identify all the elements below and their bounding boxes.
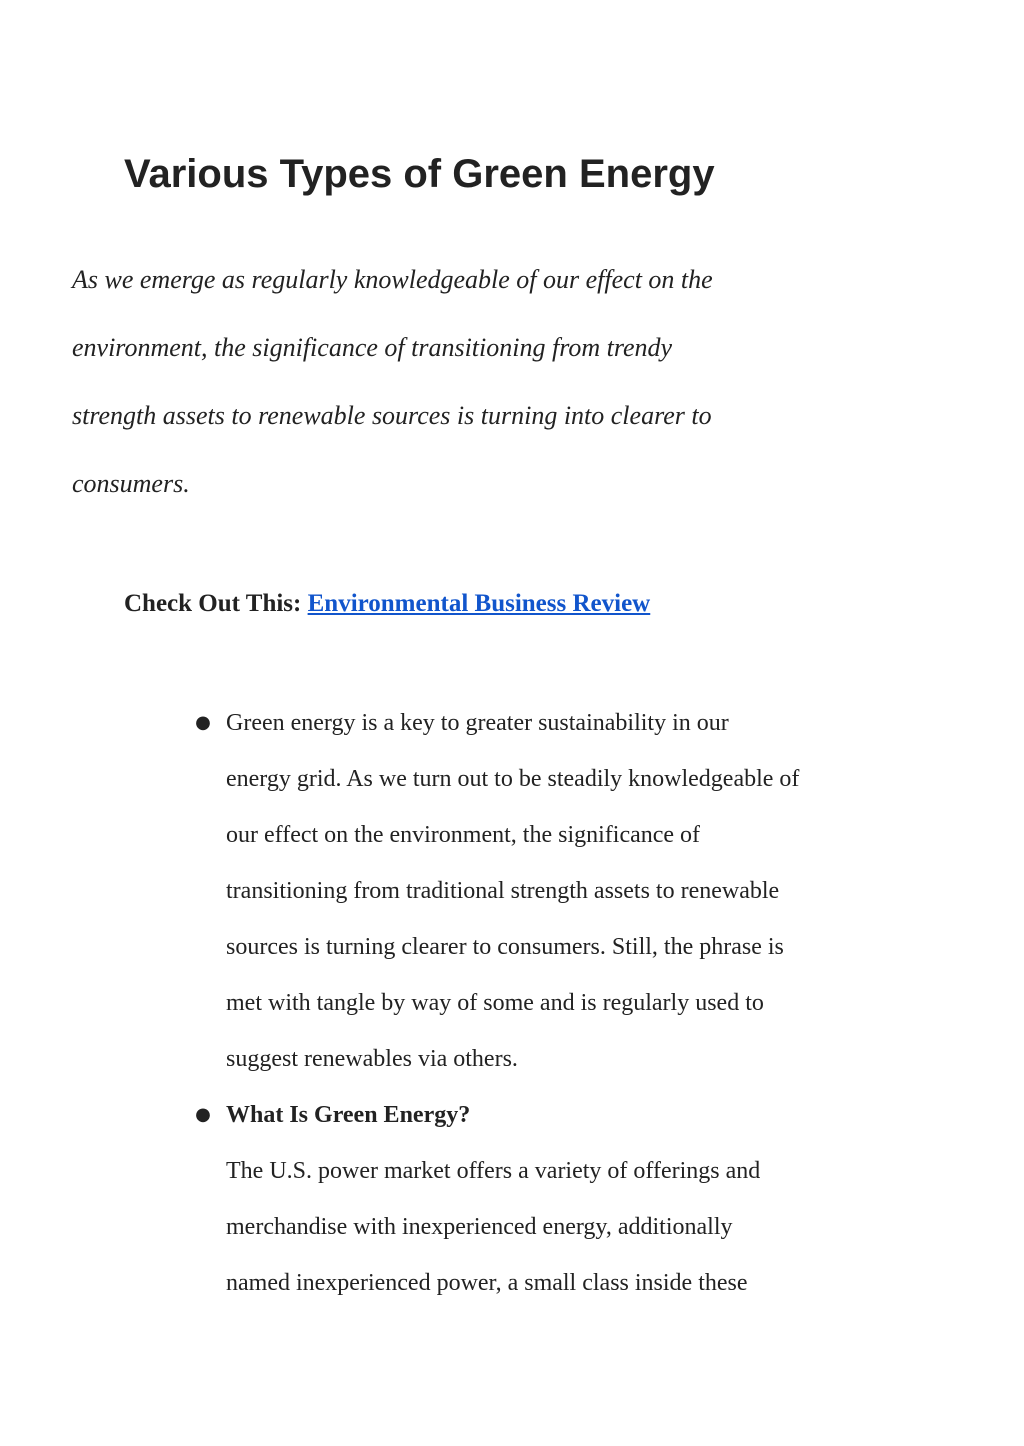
bullet-line: named inexperienced power, a small class inside these	[226, 1270, 748, 1296]
bullet-line: our effect on the environment, the significance of	[226, 822, 701, 848]
environmental-business-review-link[interactable]: Environmental Business Review	[307, 590, 651, 617]
bullet-line: sources is turning clearer to consumers. Still, the phrase is	[226, 934, 784, 960]
bullet-text	[226, 1087, 926, 1311]
bullet-line: energy grid. As we turn out to be steadily knowledgeable of	[226, 766, 800, 792]
bullet-line: suggest renewables via others.	[226, 1046, 518, 1072]
bullet-line: The U.S. power market offers a variety of offerings and	[226, 1158, 761, 1184]
check-out-line	[124, 584, 650, 624]
bullet-text	[226, 695, 926, 1087]
intro-line: As we emerge as regularly knowledgeable of our effect on the	[72, 265, 713, 294]
bullet-line: Green energy is a key to greater sustainability in our	[226, 710, 729, 736]
intro-paragraph	[72, 246, 872, 518]
bullet-line: merchandise with inexperienced energy, additionally	[226, 1214, 733, 1240]
page-title: Various Types of Green Energy	[124, 152, 715, 196]
check-out-label: Check Out This:	[124, 590, 302, 617]
bullet-line: met with tangle by way of some and is regularly used to	[226, 990, 764, 1016]
bullet-line: transitioning from traditional strength assets to renewable	[226, 878, 780, 904]
bullet-icon: ●	[195, 1104, 211, 1125]
bullet-icon: ●	[195, 712, 211, 733]
intro-line: strength assets to renewable sources is turning into clearer to	[72, 401, 712, 430]
intro-line: consumers.	[72, 469, 190, 498]
intro-line: environment, the significance of transitioning from trendy	[72, 333, 673, 362]
section-heading: What Is Green Energy?	[226, 1102, 471, 1128]
